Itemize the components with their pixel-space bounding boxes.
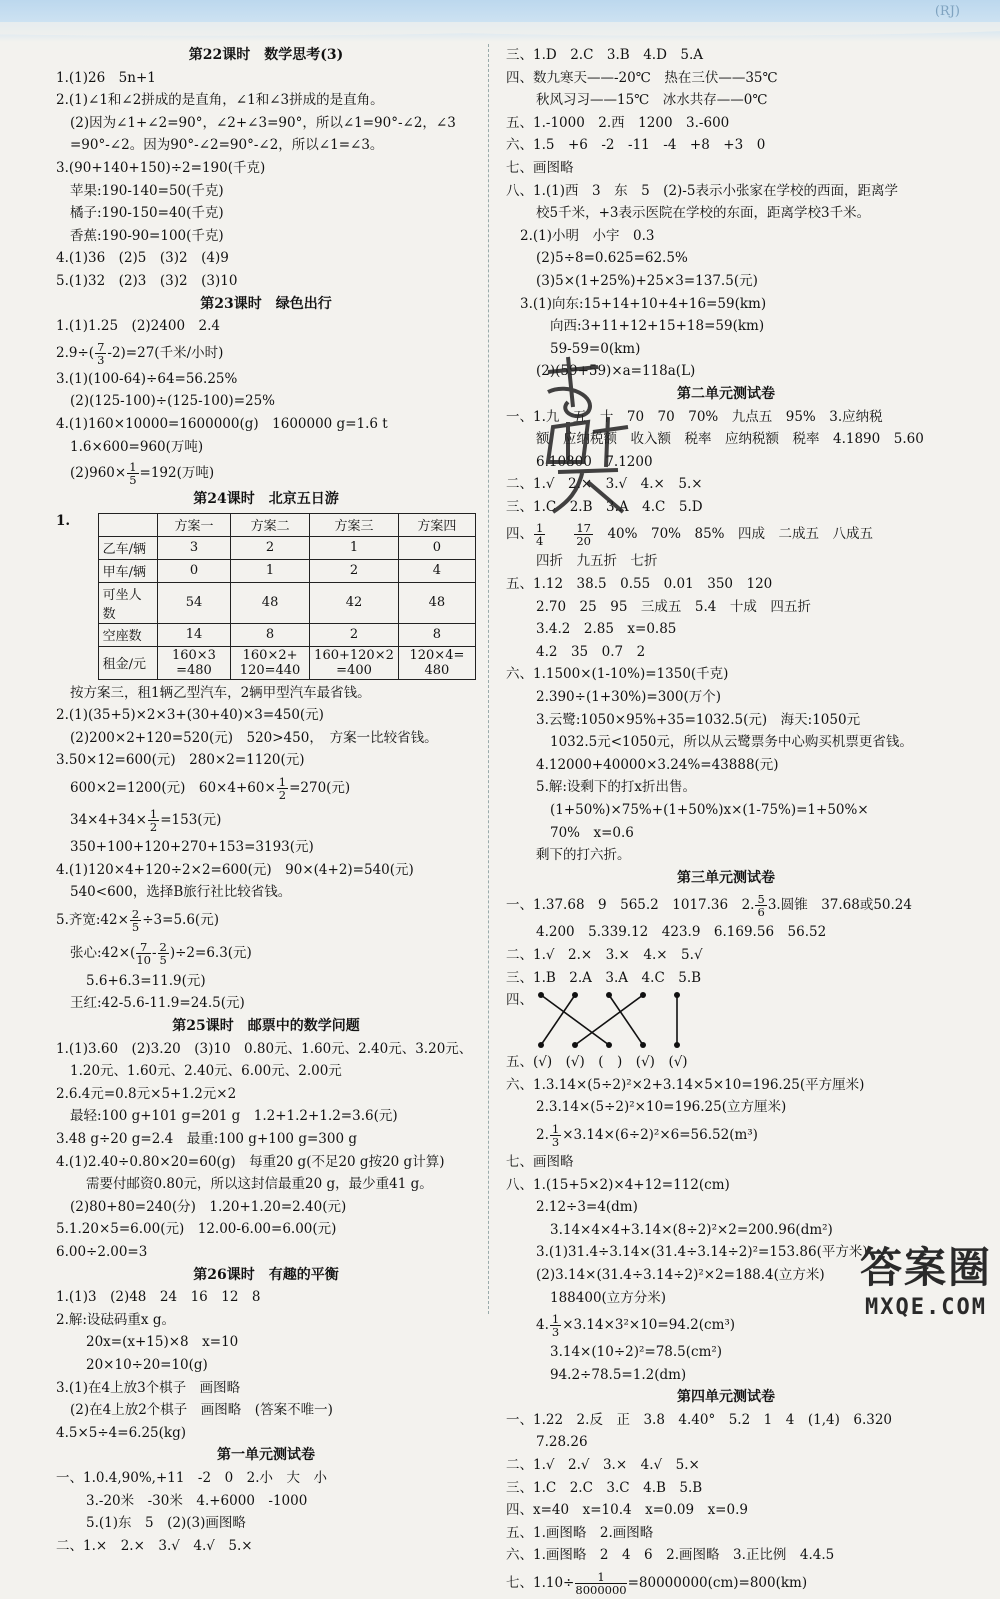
table-cell: 空座数 [98,623,157,646]
watermark-sub-text: MXQE.COM [865,1295,987,1320]
answer-line: 3.(1)(100-64)÷64=56.25% [56,370,238,387]
answer-line: 七、画图略 [506,159,574,176]
answer-line: 王红:42-5.6-11.9=24.5(元) [70,995,245,1012]
table-cell: 160×2+ 120=440 [230,646,309,679]
answer-line: 三、1.C 2.B 3.A 4.C 5.D [506,498,703,515]
answer-line: =90°-∠2。因为90°-∠2=90°-∠2，所以∠1=∠3。 [70,137,384,154]
answer-line: 1032.5元<1050元，所以从云鹭票务中心购买机票更省钱。 [550,734,913,751]
table-header-cell: 方案三 [310,513,399,536]
answer-line: 八、1.(15+5×2)×4+12=112(cm) [506,1176,730,1193]
answer-line: 3.(1)向东:15+14+10+4+16=59(km) [520,295,767,312]
fraction: $\frac{2}{5}$ [131,906,140,934]
question-number: 1. [56,512,71,529]
table-row [98,623,475,646]
lesson25-title: 第25课时 邮票中的数学问题 [172,1018,360,1035]
answer-line: 59-59=0(km) [550,340,641,357]
fraction: $\frac{1}{2}$ [149,807,158,835]
watermark-main-text: 答案圈 [859,1243,992,1292]
fraction: $\frac{1}{3}$ [551,1121,560,1149]
answer-line: 4.(1)36 (2)5 (3)2 (4)9 [56,250,229,267]
table-row [98,582,475,623]
answer-line: 2.3.14×(5÷2)²×10=196.25(立方厘米) [536,1099,787,1116]
watermark-logo [860,1235,992,1320]
answer-line: (2)960× $\frac{1}{5}$ =192(万吨) [70,460,215,488]
answer-line: 2.70 25 95 三成五 5.4 十成 四五折 [536,598,811,615]
answer-line: 2.(1)∠1和∠2拼成的是直角，∠1和∠3拼成的是直角。 [56,92,384,109]
table-cell: 0 [157,559,230,582]
table-row [98,536,475,559]
answer-line: 按方案三，租1辆乙型汽车，2辆甲型汽车最省钱。 [70,684,371,701]
answer-line: 1.(1)26 5n+1 [56,69,156,86]
table-cell: 42 [310,582,399,623]
answer-line: 3.(90+140+150)÷2=190(千克) [56,159,266,176]
answer-line: 六、1.1500×(1-10%)=1350(千克) [506,666,729,683]
table-cell: 2 [230,536,309,559]
answer-line: 秋风习习——15℃ 冰水共存——0℃ [536,92,768,109]
answer-line: (2)5÷8=0.625=62.5% [536,250,688,267]
answer-line: 4.12000+40000×3.24%=43888(元) [536,756,779,773]
answer-line: 二、1.√ 2.× 3.× 4.× 5.√ [506,946,703,963]
lesson26-title: 第26课时 有趣的平衡 [193,1266,339,1283]
unit1-title: 第一单元测试卷 [217,1447,315,1464]
answer-line: 2.9÷( $\frac{7}{3}$ -2)=27(千米/小时) [56,339,224,367]
answer-line: 一、1.九 五 十 70 70 70% 九点五 95% 3.应纳税 [506,408,883,425]
answer-line: 20x=(x+15)×8 x=10 [86,1334,239,1351]
right-column [506,44,946,1599]
table-cell: 160+120×2 =400 [310,646,399,679]
answer-line: 二、1.√ 2.× 3.√ 4.× 5.× [506,476,703,493]
answer-line: 6.10800 7.1200 [536,453,653,470]
fraction: $\frac{17}{20}$ [576,521,591,549]
answer-line: 三、1.C 2.C 3.C 4.B 5.B [506,1479,703,1496]
answer-line: 2. $\frac{1}{3}$ ×3.14×(6÷2)²×6=56.52(m³) [536,1121,758,1149]
fraction: $\frac{7}{10}$ [136,939,151,967]
answer-line: 4.(1)2.40÷0.80×20=60(g) 每重20 g(不足20 g按20 g计算) [56,1153,445,1170]
answer-line: 3.50×12=600(元) 280×2=1120(元) [56,752,305,769]
answer-line: 3.云鹭:1050×95%+35=1032.5(元) 海天:1050元 [536,711,861,728]
table-cell: 甲车/辆 [98,559,157,582]
answer-line: (2)3.14×(31.4÷3.14÷2)²×2=188.4(立方米) [536,1266,825,1283]
answer-line: 橘子:190-150=40(千克) [70,205,224,222]
table-cell: 1 [230,559,309,582]
table-header-row [98,513,475,536]
fraction: $\frac{1}{3}$ [551,1312,560,1340]
answer-line: 1.20元、1.60元、2.40元、6.00元、2.00元 [70,1063,342,1080]
answer-line: 4.(1)160×10000=1600000(g) 1600000 g=1.6 t [56,415,388,432]
matching-answer [506,989,946,1051]
answer-line: 六、1.3.14×(5÷2)²×2+3.14×5×10=196.25(平方厘米) [506,1076,865,1093]
matching-lines-diagram [533,989,683,1051]
answer-line: 需要付邮资0.80元，所以这封信最重20 g，最少重41 g。 [86,1176,433,1193]
fraction: $\frac{1}{5}$ [129,460,137,488]
answer-line: 2.390÷(1+30%)=300(万个) [536,689,722,706]
answer-line: 4.2 35 0.7 2 [536,643,646,660]
answer-line: 五、1.-1000 2.西 1200 3.-600 [506,114,730,131]
answer-line: (2)(59+59)×a=118a(L) [536,363,696,380]
answer-line: 1.(1)3 (2)48 24 16 12 8 [56,1289,261,1306]
page-header-tag: (RJ) [934,4,960,19]
answer-line: 5.齐宽:42× $\frac{2}{5}$ ÷3=5.6(元) [56,906,219,934]
table-cell: 可坐人数 [98,582,157,623]
answer-line: 5.6+6.3=11.9(元) [86,972,206,989]
answer-line: 一、1.0.4,90%,+11 -2 0 2.小 大 小 [56,1469,328,1486]
answer-line: 四折 九五折 七折 [536,553,658,570]
table-row [98,559,475,582]
answer-line: 三、1.B 2.A 3.A 4.C 5.B [506,969,702,986]
answer-line: 3.(1)31.4÷3.14×(31.4÷3.14÷2)²=153.86(平方米) [536,1244,868,1261]
answer-line: 四、 $\frac{1}{4}$ $\frac{17}{20}$ 40% 70% 85% 四成 二成五 八成五 [506,521,873,549]
answer-line: (2)200×2+120=520(元) 520>450， 方案一比较省钱。 [70,729,438,746]
answer-line: 94.2÷78.5=1.2(dm) [550,1366,687,1383]
answer-line: 向西:3+11+12+15+18=59(km) [550,318,765,335]
lesson24-title: 第24课时 北京五日游 [193,491,339,508]
answer-line: 2.解:设砝码重x g。 [56,1311,175,1328]
table-cell: 8 [398,623,475,646]
answer-line: 3.-20米 -30米 4.+6000 -1000 [86,1492,308,1509]
answer-line: 最轻:100 g+101 g=201 g 1.2+1.2+1.2=3.6(元) [70,1108,398,1125]
table-cell: 120×4= 480 [398,646,475,679]
table-header-cell: 方案二 [230,513,309,536]
table-cell: 1 [310,536,399,559]
fraction: $\frac{5}{6}$ [757,892,765,920]
answer-line: (2)80+80=240(分) 1.20+1.20=2.40(元) [70,1198,347,1215]
answer-line: 1.(1)1.25 (2)2400 2.4 [56,318,221,335]
fraction: $\frac{1}{8000000}$ [575,1570,627,1598]
answer-line: 八、1.(1)西 3 东 5 (2)-5表示小张家在学校的西面，距离学 [506,182,898,199]
unit2-title: 第二单元测试卷 [677,385,775,402]
lesson22-title: 第22课时 数学思考(3) [188,47,344,63]
handwriting-scribble [528,352,648,543]
table-cell: 160×3 =480 [157,646,230,679]
fraction: $\frac{1}{2}$ [278,775,287,803]
answer-line: 五、1.画图略 2.画图略 [506,1524,654,1541]
answer-line: 七、画图略 [506,1153,574,1170]
table-cell: 4 [398,559,475,582]
table-cell: 54 [157,582,230,623]
answer-line: 3.14×4×4+3.14×(8÷2)²×2=200.96(dm²) [550,1221,833,1238]
page-top-banner [0,0,1000,42]
table-cell: 租金/元 [98,646,157,679]
answer-line: 2.(1)(35+5)×2×3+(30+40)×3=450(元) [56,707,324,724]
answer-line: 剩下的打六折。 [536,847,631,864]
fraction: $\frac{7}{3}$ [97,339,105,367]
answer-line: 1.(1)3.60 (2)3.20 (3)10 0.80元、1.60元、2.40元、3.20元、 [56,1040,473,1057]
plan-table-block [56,511,476,682]
table-cell: 3 [157,536,230,559]
unit4-title: 第四单元测试卷 [677,1389,775,1406]
answer-line: (3)5×(1+25%)+25×3=137.5(元) [536,272,758,289]
answer-line: 5.1.20×5=6.00(元) 12.00-6.00=6.00(元) [56,1221,337,1238]
answer-line: 2.(1)小明 小宇 0.3 [520,227,655,244]
answer-line: 20×10÷20=10(g) [86,1356,208,1373]
answer-line: (2)在4上放2个棋子 画图略 (答案不唯一) [70,1402,333,1419]
answer-line: 600×2=1200(元) 60×4+60× $\frac{1}{2}$ =270(元) [70,775,351,803]
answer-line: 4.5×5÷4=6.25(kg) [56,1424,186,1441]
answer-line: 苹果:190-140=50(千克) [70,182,224,199]
answer-line: 34×4+34× $\frac{1}{2}$ =153(元) [70,807,222,835]
answer-line: 一、1.37.68 9 565.2 1017.36 2. $\frac{5}{6}$ 3.圆锥 37.68或50.24 [506,892,912,920]
answer-line: 5.(1)32 (2)3 (3)2 (3)10 [56,272,238,289]
answer-line: 188400(立方分米) [550,1289,667,1306]
fraction: $\frac{1}{4}$ [536,521,544,549]
answer-line: (2)因为∠1+∠2=90°，∠2+∠3=90°，所以∠1=90°-∠2，∠3 [70,114,456,131]
answer-line: (2)(125-100)÷(125-100)=25% [70,393,276,410]
answer-line: 四、数九寒天——-20℃ 热在三伏——35℃ [506,69,778,86]
answer-line: 六、1.5 +6 -2 -11 -4 +8 +3 0 [506,137,766,154]
answer-line: 一、1.22 2.反 正 3.8 4.40° 5.2 1 4 (1,4) 6.320 [506,1411,893,1428]
answer-line: 校5千米，+3表示医院在学校的东面，距离学校3千米。 [536,205,871,222]
answer-line: 4.200 5.339.12 423.9 6.169.56 56.52 [536,924,827,941]
question-number: 四、 [506,992,533,1009]
answer-line: 540<600，选择B旅行社比较省钱。 [70,884,292,901]
fraction: $\frac{2}{5}$ [159,939,167,967]
answer-line: 三、1.D 2.C 3.B 4.D 5.A [506,47,704,63]
column-divider [488,44,489,1314]
answer-line: 香蕉:190-90=100(千克) [70,227,224,244]
table-cell: 8 [230,623,309,646]
answer-line: (1+50%)×75%+(1+50%)x×(1-75%)=1+50%× [550,802,869,818]
answer-line: 3.(1)在4上放3个棋子 画图略 [56,1379,241,1396]
table-cell: 乙车/辆 [98,536,157,559]
answer-line: 70% x=0.6 [550,824,634,841]
plan-table [98,513,476,680]
answer-line: 四、x=40 x=10.4 x=0.09 x=0.9 [506,1502,748,1519]
unit3-title: 第三单元测试卷 [677,869,775,886]
table-cell: 48 [398,582,475,623]
answer-line: 5.解:设剩下的打x折出售。 [536,779,697,796]
answer-line: 4. $\frac{1}{3}$ ×3.14×3²×10=94.2(cm³) [536,1312,736,1340]
answer-line: 1.6×600=960(万吨) [70,438,204,455]
table-cell: 48 [230,582,309,623]
table-cell: 14 [157,623,230,646]
answer-line: 2.6.4元=0.8元×5+1.2元×2 [56,1085,237,1102]
answer-line: 4.(1)120×4+120÷2×2=600(元) 90×(4+2)=540(元) [56,861,414,878]
answer-line: 五、(√) (√) ( ) (√) (√) [506,1054,688,1071]
answer-line: 张心:42×( $\frac{7}{10}$ - $\frac{2}{5}$ )÷2=6.3(元) [70,939,252,967]
table-cell: 2 [310,559,399,582]
answer-line: 7.28.26 [536,1434,588,1451]
table-row [98,646,475,679]
lesson23-title: 第23课时 绿色出行 [200,295,332,312]
answer-line: 3.14×(10÷2)²=78.5(cm²) [550,1344,723,1361]
table-cell: 0 [398,536,475,559]
answer-line: 350+100+120+270+153=3193(元) [70,839,314,856]
table-header-cell [98,513,157,536]
table-header-cell: 方案四 [398,513,475,536]
table-header-cell: 方案一 [157,513,230,536]
answer-line: 5.(1)东 5 (2)(3)画图略 [86,1515,246,1532]
left-column [56,44,476,1557]
answer-line: 额 应纳税额 收入额 税率 应纳税额 税率 4.1890 5.60 [536,431,924,448]
answer-line: 3.48 g÷20 g=2.4 最重:100 g+100 g=300 g [56,1131,357,1147]
table-cell: 2 [310,623,399,646]
answer-line: 2.12÷3=4(dm) [536,1199,638,1216]
answer-line: 五、1.12 38.5 0.55 0.01 350 120 [506,576,773,593]
answer-line: 七、1.10÷ $\frac{1}{8000000}$ =80000000(cm)=800(km) [506,1570,808,1598]
answer-line: 六、1.画图略 2 4 6 2.画图略 3.正比例 4.4.5 [506,1547,835,1564]
answer-line: 二、1.× 2.× 3.√ 4.√ 5.× [56,1537,253,1554]
answer-line: 3.4.2 2.85 x=0.85 [536,621,677,638]
answer-line: 二、1.√ 2.√ 3.× 4.√ 5.× [506,1457,700,1474]
answer-line: 6.00÷2.00=3 [56,1243,148,1260]
